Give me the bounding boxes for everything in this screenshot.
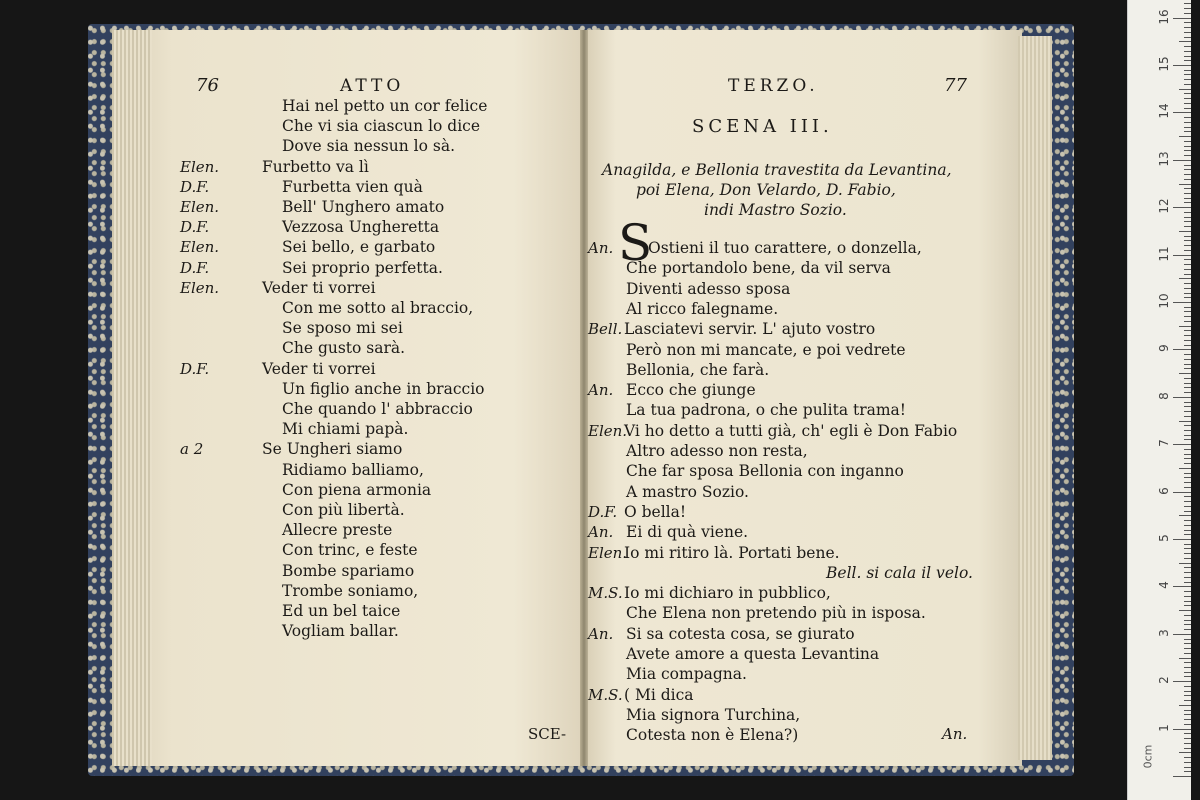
ruler-tick: [1184, 615, 1191, 616]
ruler-tick: [1184, 60, 1191, 61]
right-text-line: Ostieni il tuo carattere, o donzella,: [648, 239, 922, 257]
ruler-tick: [1173, 397, 1191, 398]
ruler-tick: [1184, 155, 1191, 156]
ruler-tick: [1184, 406, 1191, 407]
stage-direction-line-3: indi Mastro Sozio.: [704, 201, 847, 219]
left-text-line: Che quando l' abbraccio: [282, 400, 473, 418]
ruler-tick: [1184, 117, 1191, 118]
ruler-tick: [1184, 454, 1191, 455]
ruler-tick: [1184, 719, 1191, 720]
right-text-line: Vi ho detto a tutti già, ch' egli è Don Fabio: [624, 421, 958, 440]
ruler-tick: [1173, 634, 1191, 635]
measuring-ruler: [1127, 0, 1191, 800]
ruler-label: 2: [1157, 676, 1171, 685]
left-text-line: Ridiamo balliamo,: [282, 460, 424, 479]
left-speaker-label: D.F.: [180, 359, 210, 378]
ruler-tick: [1184, 667, 1191, 668]
left-speaker-label: D.F.: [180, 258, 210, 277]
ruler-label: 14: [1157, 103, 1171, 120]
ruler-tick: [1184, 56, 1191, 57]
ruler-tick: [1184, 293, 1191, 294]
ruler-tick: [1184, 416, 1191, 417]
ruler-tick: [1184, 131, 1191, 132]
right-page-number: 77: [944, 75, 967, 96]
left-text-line: Se Ungheri siamo: [262, 440, 403, 459]
ruler-tick: [1184, 383, 1191, 384]
ruler-tick: [1184, 335, 1191, 336]
ruler-tick: [1184, 364, 1191, 365]
ruler-tick: [1173, 681, 1191, 682]
right-text-line: ( Mi dica: [624, 685, 694, 704]
ruler-tick: [1184, 46, 1191, 47]
ruler-tick: [1184, 643, 1191, 644]
ruler-tick: [1179, 373, 1191, 374]
ruler-tick: [1184, 13, 1191, 14]
ruler-tick: [1184, 506, 1191, 507]
ruler-tick: [1184, 127, 1191, 128]
left-text-line: Con piena armonia: [282, 480, 432, 499]
ruler-tick: [1184, 530, 1191, 531]
ruler-tick: [1184, 724, 1191, 725]
ruler-tick: [1179, 41, 1191, 42]
ruler-tick: [1184, 226, 1191, 227]
stage-direction-line-2: poi Elena, Don Velardo, D. Fabio,: [636, 181, 896, 199]
ruler-tick: [1184, 378, 1191, 379]
left-text-line: Dove sia nessun lo sà.: [282, 137, 455, 156]
right-running-head: TERZO.: [728, 76, 819, 96]
ruler-tick: [1184, 743, 1191, 744]
ruler-tick: [1184, 269, 1191, 270]
ruler-tick: [1179, 563, 1191, 564]
ruler-tick: [1184, 146, 1191, 147]
ruler-tick: [1184, 188, 1191, 189]
right-text-line: A mastro Sozio.: [626, 482, 749, 501]
drop-cap: S: [618, 214, 653, 272]
ruler-tick: [1184, 582, 1191, 583]
ruler-tick: [1184, 558, 1191, 559]
ruler-tick: [1184, 695, 1191, 696]
right-text-line: Bell. si cala il velo.: [826, 563, 973, 582]
left-catchword: SCE-: [528, 725, 567, 743]
ruler-tick: [1184, 74, 1191, 75]
ruler-tick: [1179, 184, 1191, 185]
ruler-tick: [1184, 402, 1191, 403]
right-text-line: Altro adesso non resta,: [626, 442, 808, 460]
ruler-tick: [1184, 511, 1191, 512]
right-text-line: Ei di quà viene.: [626, 523, 749, 542]
ruler-tick: [1184, 748, 1191, 749]
right-text-line: Mia signora Turchina,: [626, 705, 801, 724]
right-text-line: Lasciatevi servir. L' ajuto vostro: [624, 320, 876, 339]
ruler-tick: [1184, 762, 1191, 763]
right-text-line: Io mi ritiro là. Portati bene.: [624, 543, 840, 562]
scene-title: SCENA III.: [692, 116, 833, 137]
ruler-tick: [1184, 283, 1191, 284]
ruler-tick: [1184, 169, 1191, 170]
ruler-tick: [1184, 84, 1191, 85]
ruler-tick: [1184, 198, 1191, 199]
ruler-label: 1: [1157, 723, 1171, 732]
left-text-line: Veder ti vorrei: [262, 278, 376, 297]
ruler-tick: [1184, 577, 1191, 578]
ruler-tick: [1184, 601, 1191, 602]
ruler-tick: [1184, 274, 1191, 275]
ruler-tick: [1173, 18, 1191, 19]
ruler-tick: [1184, 624, 1191, 625]
book-gutter: [580, 30, 588, 766]
ruler-tick: [1184, 212, 1191, 213]
ruler-tick: [1173, 207, 1191, 208]
ruler-tick: [1184, 733, 1191, 734]
right-text-line: O bella!: [624, 502, 687, 521]
ruler-tick: [1184, 359, 1191, 360]
right-text-line: Che far sposa Bellonia con inganno: [626, 462, 904, 481]
ruler-tick: [1179, 89, 1191, 90]
right-text-line: Ecco che giunge: [626, 381, 756, 400]
ruler-tick: [1184, 567, 1191, 568]
ruler-tick: [1184, 387, 1191, 388]
ruler-tick: [1173, 349, 1191, 350]
right-text-line: Che Elena non pretendo più in isposa.: [626, 604, 926, 623]
ruler-tick: [1179, 468, 1191, 469]
ruler-tick: [1179, 136, 1191, 137]
ruler-tick: [1184, 32, 1191, 33]
ruler-tick: [1184, 458, 1191, 459]
ruler-tick: [1184, 307, 1191, 308]
ruler-tick: [1184, 103, 1191, 104]
right-speaker-label: Elen.: [588, 421, 628, 440]
left-text-line: Con più libertà.: [282, 501, 405, 519]
ruler-label: 8: [1157, 391, 1171, 400]
ruler-tick: [1184, 435, 1191, 436]
ruler-tick: [1184, 591, 1191, 592]
ruler-tick: [1184, 221, 1191, 222]
left-speaker-label: Elen.: [180, 157, 220, 176]
ruler-tick: [1173, 160, 1191, 161]
stage-direction-line-1: Anagilda, e Bellonia travestita da Levantina,: [602, 161, 952, 179]
right-text-line: Mia compagna.: [626, 665, 747, 684]
left-text-line: Ed un bel taice: [282, 602, 401, 620]
left-page-edges: [112, 30, 152, 766]
ruler-label: 5: [1157, 534, 1171, 542]
right-text-line: Diventi adesso sposa: [626, 279, 791, 298]
ruler-label: 11: [1157, 245, 1171, 262]
right-text-line: Bellonia, che farà.: [626, 360, 770, 379]
ruler-tick: [1184, 259, 1191, 260]
right-speaker-label: M.S.: [588, 584, 623, 603]
ruler-tick: [1184, 700, 1191, 701]
right-speaker-label: An.: [588, 381, 614, 400]
left-text-line: Furbetta vien quà: [282, 177, 423, 196]
ruler-tick: [1179, 705, 1191, 706]
ruler-tick: [1184, 354, 1191, 355]
ruler-label: 3: [1157, 628, 1171, 637]
ruler-tick: [1184, 345, 1191, 346]
ruler-tick: [1184, 51, 1191, 52]
right-text-line: Cotesta non è Elena?): [626, 726, 799, 745]
ruler-tick: [1184, 463, 1191, 464]
left-text-line: Un figlio anche in braccio: [282, 379, 485, 398]
ruler-tick: [1173, 302, 1191, 303]
ruler-tick: [1184, 330, 1191, 331]
right-speaker-label: M.S.: [588, 685, 623, 704]
ruler-tick: [1184, 473, 1191, 474]
ruler-tick: [1184, 662, 1191, 663]
ruler-label: 10: [1157, 293, 1171, 309]
ruler-tick: [1184, 141, 1191, 142]
ruler-tick: [1184, 108, 1191, 109]
ruler-label: 13: [1157, 151, 1171, 167]
ruler-tick: [1179, 421, 1191, 422]
ruler-tick: [1184, 150, 1191, 151]
left-page-number: 76: [196, 75, 219, 96]
right-speaker-label: An.: [588, 523, 614, 542]
right-text-line: Io mi dichiaro in pubblico,: [624, 584, 831, 603]
ruler-tick: [1173, 65, 1191, 66]
ruler-tick: [1184, 316, 1191, 317]
ruler-tick: [1184, 122, 1191, 123]
left-text-line: Hai nel petto un cor felice: [282, 97, 488, 115]
ruler-tick: [1173, 112, 1191, 113]
ruler-label: 15: [1157, 56, 1171, 72]
left-speaker-label: Elen.: [180, 278, 220, 297]
ruler-tick: [1173, 255, 1191, 256]
ruler-tick: [1184, 202, 1191, 203]
left-text-line: Furbetto va lì: [262, 157, 369, 176]
ruler-tick: [1184, 525, 1191, 526]
ruler-tick: [1184, 572, 1191, 573]
right-speaker-label: D.F.: [588, 502, 618, 521]
ruler-tick: [1184, 553, 1191, 554]
ruler-label: 16: [1157, 8, 1171, 25]
ruler-tick: [1184, 79, 1191, 80]
ruler-tick: [1173, 776, 1191, 777]
ruler-tick: [1173, 539, 1191, 540]
right-speaker-label: An.: [588, 624, 614, 643]
ruler-tick: [1184, 98, 1191, 99]
left-speaker-label: a 2: [180, 440, 204, 459]
ruler-tick: [1184, 311, 1191, 312]
ruler-tick: [1184, 411, 1191, 412]
left-text-line: Se sposo mi sei: [282, 319, 403, 338]
ruler-tick: [1184, 392, 1191, 393]
left-running-head: ATTO: [340, 76, 405, 96]
left-text-line: Vezzosa Ungheretta: [282, 218, 440, 237]
right-text-line: Però non mi mancate, e poi vedrete: [626, 340, 906, 359]
ruler-tick: [1184, 70, 1191, 71]
ruler-tick: [1184, 686, 1191, 687]
ruler-tick: [1184, 639, 1191, 640]
ruler-tick: [1184, 93, 1191, 94]
ruler-tick: [1184, 605, 1191, 606]
ruler-tick: [1179, 278, 1191, 279]
ruler-tick: [1184, 771, 1191, 772]
right-text-line: Si sa cotesta cosa, se giurato: [626, 624, 855, 643]
ruler-tick: [1179, 326, 1191, 327]
left-speaker-label: Elen.: [180, 238, 220, 257]
ruler-unit-label: 0cm: [1141, 744, 1155, 769]
ruler-tick: [1184, 321, 1191, 322]
ruler-tick: [1184, 596, 1191, 597]
ruler-tick: [1184, 648, 1191, 649]
ruler-tick: [1184, 676, 1191, 677]
ruler-label: 12: [1157, 198, 1171, 214]
ruler-tick: [1184, 496, 1191, 497]
ruler-tick: [1184, 288, 1191, 289]
ruler-tick: [1173, 729, 1191, 730]
ruler-tick: [1184, 250, 1191, 251]
ruler-label: 4: [1157, 581, 1171, 590]
ruler-tick: [1184, 487, 1191, 488]
left-text-line: Che gusto sarà.: [282, 339, 406, 358]
ruler-label: 6: [1157, 486, 1171, 495]
left-text-line: Veder ti vorrei: [262, 359, 376, 378]
ruler-tick: [1179, 658, 1191, 659]
left-text-line: Mi chiami papà.: [282, 420, 409, 439]
ruler-tick: [1184, 193, 1191, 194]
ruler-label: 7: [1157, 439, 1171, 448]
ruler-tick: [1184, 548, 1191, 549]
ruler-tick: [1179, 752, 1191, 753]
left-text-line: Vogliam ballar.: [282, 622, 399, 641]
ruler-tick: [1184, 520, 1191, 521]
ruler-tick: [1184, 691, 1191, 692]
ruler-tick: [1184, 3, 1191, 4]
ruler-tick: [1184, 245, 1191, 246]
right-text-line: Che portandolo bene, da vil serva: [626, 259, 891, 278]
ruler-tick: [1173, 586, 1191, 587]
ruler-tick: [1184, 449, 1191, 450]
ruler-tick: [1173, 492, 1191, 493]
ruler-tick: [1184, 179, 1191, 180]
ruler-tick: [1184, 439, 1191, 440]
ruler-tick: [1184, 174, 1191, 175]
left-speaker-label: D.F.: [180, 218, 210, 237]
ruler-tick: [1184, 482, 1191, 483]
ruler-tick: [1184, 37, 1191, 38]
ruler-tick: [1184, 430, 1191, 431]
ruler-tick: [1179, 231, 1191, 232]
ruler-tick: [1184, 714, 1191, 715]
ruler-tick: [1184, 544, 1191, 545]
right-speaker-label: Bell.: [588, 320, 623, 339]
left-text-line: Bombe spariamo: [282, 561, 415, 580]
ruler-tick: [1184, 710, 1191, 711]
left-text-line: Che vi sia ciascun lo dice: [282, 117, 481, 136]
ruler-tick: [1184, 368, 1191, 369]
right-text-line: La tua padrona, o che pulita trama!: [626, 401, 907, 420]
ruler-tick: [1184, 165, 1191, 166]
ruler-tick: [1184, 425, 1191, 426]
ruler-tick: [1184, 27, 1191, 28]
ruler-tick: [1184, 240, 1191, 241]
ruler-tick: [1184, 672, 1191, 673]
ruler-tick: [1184, 264, 1191, 265]
ruler-tick: [1179, 515, 1191, 516]
ruler-tick: [1184, 620, 1191, 621]
ruler-tick: [1184, 477, 1191, 478]
ruler-tick: [1184, 22, 1191, 23]
ruler-tick: [1173, 444, 1191, 445]
right-page-edges: [1018, 36, 1052, 760]
left-text-line: Trombe soniamo,: [282, 581, 419, 600]
ruler-tick: [1184, 738, 1191, 739]
ruler-tick: [1184, 501, 1191, 502]
ruler-tick: [1184, 236, 1191, 237]
ruler-tick: [1184, 534, 1191, 535]
right-speaker-label: Elen.: [588, 543, 628, 562]
ruler-tick: [1179, 610, 1191, 611]
right-text-line: Al ricco falegname.: [626, 299, 779, 318]
ruler-tick: [1184, 217, 1191, 218]
ruler-tick: [1184, 8, 1191, 9]
right-catchword: An.: [942, 725, 968, 743]
ruler-tick: [1184, 340, 1191, 341]
right-text-line: Avete amore a questa Levantina: [626, 645, 880, 663]
ruler-tick: [1184, 297, 1191, 298]
left-text-line: Con me sotto al braccio,: [282, 299, 474, 317]
left-text-line: Sei bello, e garbato: [282, 238, 436, 257]
ruler-tick: [1184, 629, 1191, 630]
left-text-line: Allecre preste: [282, 521, 393, 540]
left-text-line: Sei proprio perfetta.: [282, 258, 443, 277]
ruler-tick: [1184, 767, 1191, 768]
ruler-tick: [1184, 653, 1191, 654]
ruler-label: 9: [1157, 344, 1171, 353]
left-speaker-label: D.F.: [180, 177, 210, 196]
left-speaker-label: Elen.: [180, 198, 220, 216]
right-speaker-label: An.: [588, 239, 614, 257]
ruler-tick: [1184, 757, 1191, 758]
left-text-line: Con trinc, e feste: [282, 541, 418, 560]
left-text-line: Bell' Unghero amato: [282, 198, 445, 216]
